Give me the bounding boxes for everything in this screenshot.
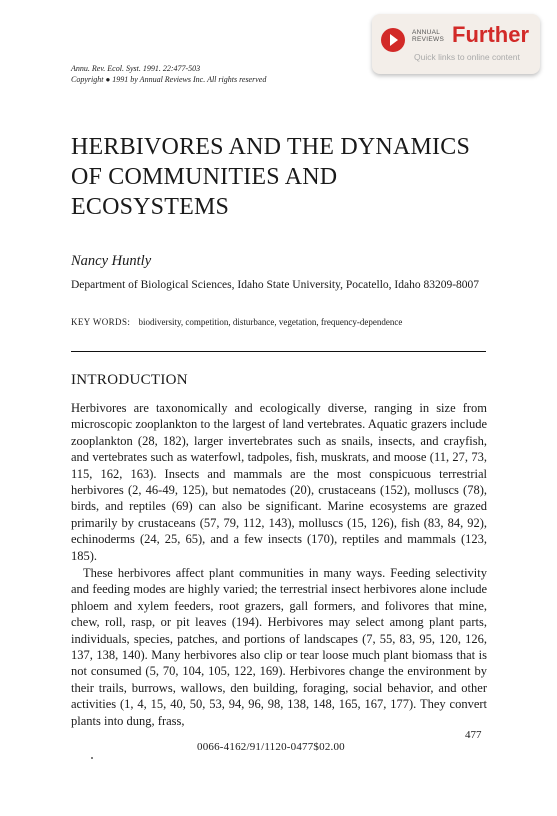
badge-subtitle: Quick links to online content: [414, 52, 520, 62]
article-code: 0066-4162/91/1120-0477$02.00: [197, 741, 345, 753]
copyright-line: Copyright ● 1991 by Annual Reviews Inc. All rights reserved: [71, 75, 267, 84]
journal-info: [71, 63, 266, 85]
keywords-list: biodiversity, competition, disturbance, vegetation, frequency-dependence: [138, 317, 403, 327]
journal-citation: Annu. Rev. Ecol. Syst. 1991. 22:477-503: [71, 64, 201, 73]
article-title: HERBIVORES AND THE DYNAMICS OF COMMUNITIES AND ECOSYSTEMS: [71, 134, 470, 220]
page-number: 477: [465, 729, 482, 741]
keywords-line: [71, 317, 402, 327]
badge-title: Further: [452, 22, 529, 47]
play-arrow-icon: [381, 28, 405, 52]
author-name: Nancy Huntly: [71, 253, 152, 269]
keywords-label: KEY WORDS:: [71, 317, 131, 327]
section-divider: [71, 351, 486, 352]
author-affiliation: Department of Biological Sciences, Idaho State University, Pocatello, Idaho 83209-8007: [71, 279, 480, 291]
scan-speck: [91, 757, 93, 759]
badge-publisher-label: ANNUAL REVIEWS: [412, 29, 445, 43]
body-paragraph-1: Herbivores are taxonomically and ecologically diverse, ranging in size from microscopic zooplankton to the largest of land vertebrates. Aquatic grazers include zooplankton (28, 182), larger invertebrates such as snails, insects, and crayfish, and vertebrates such as waterfowl, tadpoles, fish, muskrats, and moose (11, 27, 73, 115, 162, 163). Insects and mammals are the most conspicuous terrestrial herbivores (2, 46-49, 125), but nematodes (20), crustaceans (152), molluscs (78), birds, and reptiles (69) can also be significant. Marine ecosystems are grazed primarily by crustaceans (57, 79, 112, 143), molluscs (15, 126), fish (83, 84, 92), echinoderms (24, 25, 65), and a few insects (170), reptiles and mammals (123, 185).: [71, 401, 487, 563]
body-paragraph-2: These herbivores affect plant communities in many ways. Feeding selectivity and feeding modes are highly varied; the terrestrial insect herbivores alone include phloem and xylem feeders, root grazers, gall formers, and folivores that mine, chew, roll, rasp, or pit leaves (194). Herbivores may select among plant parts, individuals, species, patches, and portions of landscapes (7, 55, 83, 95, 120, 126, 137, 138, 140). Many herbivores also clip or tear loose much plant biomass that is not consumed (5, 70, 104, 105, 122, 169). Herbivores change the environment by their trails, burrows, wallows, den building, foraging, social behavior, and other activities (1, 4, 15, 40, 50, 53, 94, 96, 98, 138, 148, 165, 167, 177). They convert plants into dung, frass,: [71, 566, 487, 728]
further-links-badge[interactable]: [372, 14, 540, 74]
section-heading: INTRODUCTION: [71, 372, 188, 388]
